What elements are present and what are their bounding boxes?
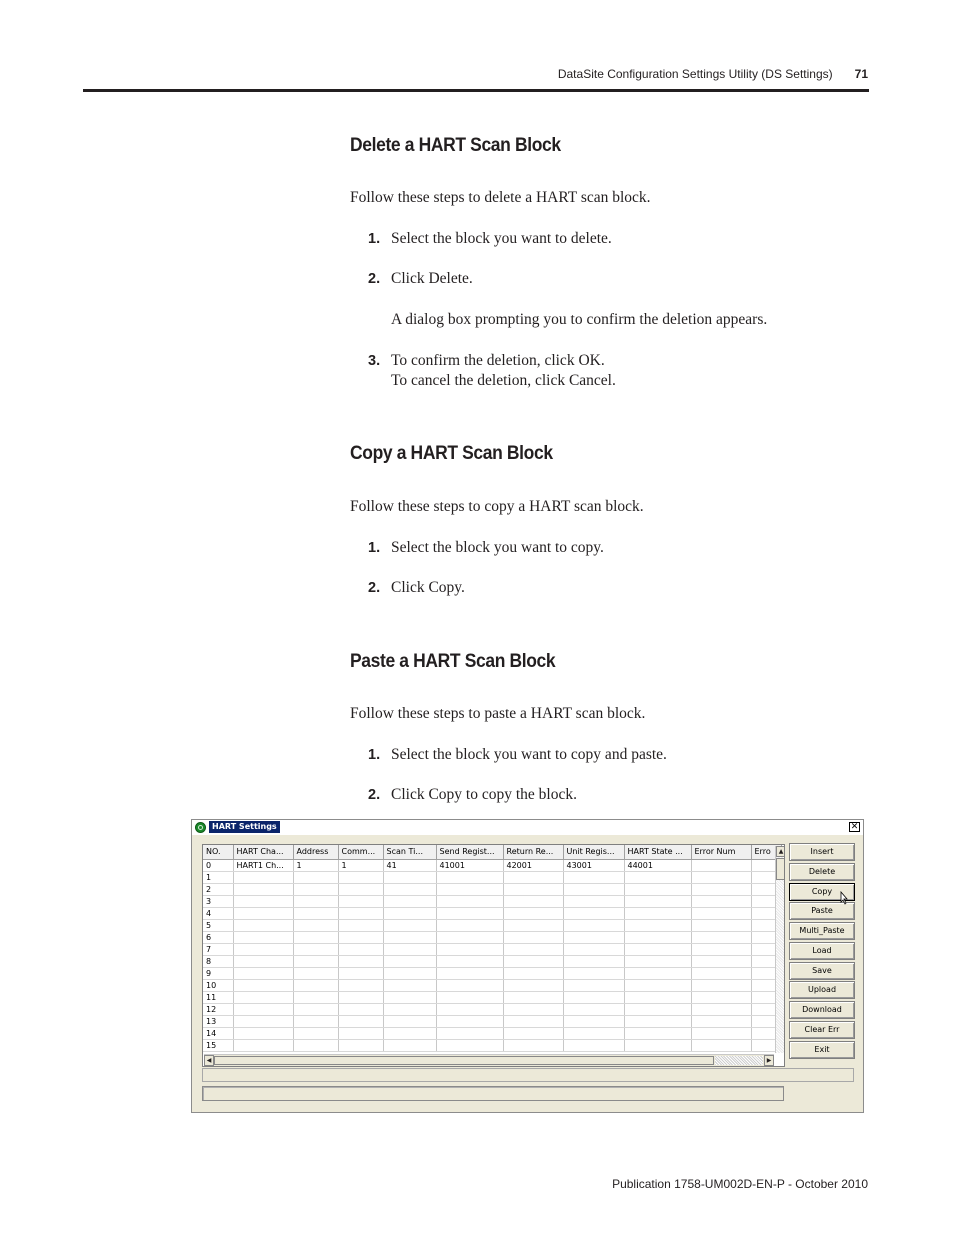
table-cell[interactable] (503, 943, 563, 955)
table-cell[interactable] (338, 979, 383, 991)
table-cell[interactable]: HART1 Ch... (233, 859, 293, 871)
table-cell[interactable] (691, 883, 751, 895)
table-header-row (203, 845, 781, 859)
table-row[interactable] (203, 1039, 781, 1051)
table-cell[interactable]: 4 (203, 907, 233, 919)
copy-heading: Copy a HART Scan Block (350, 443, 553, 464)
publication-footer: Publication 1758-UM002D-EN-P - October 2010 (612, 1177, 868, 1191)
table-row[interactable] (203, 883, 781, 895)
table-cell[interactable]: 1 (203, 871, 233, 883)
table-cell[interactable] (436, 883, 503, 895)
table-cell[interactable]: 9 (203, 967, 233, 979)
table-cell[interactable] (436, 895, 503, 907)
table-cell[interactable]: 11 (203, 991, 233, 1003)
table-cell[interactable] (293, 1039, 338, 1051)
clear-err-button[interactable]: Clear Err (789, 1021, 855, 1039)
table-cell[interactable] (436, 1015, 503, 1027)
table-cell[interactable] (338, 1039, 383, 1051)
table-cell[interactable] (503, 883, 563, 895)
table-cell[interactable] (691, 1027, 751, 1039)
status-field (202, 1068, 854, 1082)
column-header[interactable]: HART State ... (624, 845, 691, 859)
table-cell[interactable]: 15 (203, 1039, 233, 1051)
table-row[interactable] (203, 991, 781, 1003)
table-cell[interactable] (624, 943, 691, 955)
table-cell[interactable] (503, 895, 563, 907)
table-cell[interactable] (383, 1015, 436, 1027)
step-text: Click Copy to copy the block. (391, 786, 577, 803)
table-row[interactable] (203, 979, 781, 991)
table-cell[interactable]: 8 (203, 955, 233, 967)
scroll-up-icon[interactable]: ▲ (776, 846, 785, 857)
table-cell[interactable] (383, 1027, 436, 1039)
table-cell[interactable]: 43001 (563, 859, 624, 871)
table-cell[interactable] (436, 907, 503, 919)
table-cell[interactable] (233, 895, 293, 907)
multi-paste-button[interactable]: Multi_Paste (789, 922, 855, 940)
column-header[interactable]: Address (293, 845, 338, 859)
table-cell[interactable] (293, 991, 338, 1003)
app-icon (195, 822, 206, 833)
table-cell[interactable] (563, 955, 624, 967)
step-number: 2. (368, 271, 381, 287)
table-row[interactable] (203, 907, 781, 919)
paste-heading: Paste a HART Scan Block (350, 651, 556, 672)
table-cell[interactable] (293, 943, 338, 955)
step-number: 2. (368, 580, 381, 596)
table-cell[interactable] (563, 967, 624, 979)
table-cell[interactable] (503, 1003, 563, 1015)
table-cell[interactable] (624, 895, 691, 907)
table-cell[interactable] (233, 955, 293, 967)
column-header[interactable]: Scan Ti... (383, 845, 436, 859)
table-row[interactable] (203, 859, 781, 871)
table-cell[interactable] (338, 1003, 383, 1015)
step-number: 2. (368, 787, 381, 803)
table-cell[interactable] (691, 943, 751, 955)
table-cell[interactable] (293, 979, 338, 991)
table-cell[interactable] (233, 919, 293, 931)
column-header[interactable]: Return Re... (503, 845, 563, 859)
table-cell[interactable] (691, 955, 751, 967)
table-cell[interactable] (563, 991, 624, 1003)
insert-button[interactable]: Insert (789, 843, 855, 861)
table-cell[interactable] (624, 919, 691, 931)
table-cell[interactable]: 6 (203, 931, 233, 943)
table-cell[interactable] (338, 919, 383, 931)
table-row[interactable] (203, 1015, 781, 1027)
table-cell[interactable] (503, 991, 563, 1003)
delete-button[interactable]: Delete (789, 863, 855, 881)
table-cell[interactable] (563, 943, 624, 955)
step-text-continued: To cancel the deletion, click Cancel. (391, 372, 616, 389)
table-cell[interactable]: 13 (203, 1015, 233, 1027)
table-cell[interactable] (503, 1027, 563, 1039)
table-cell[interactable] (383, 1003, 436, 1015)
table-cell[interactable] (691, 1039, 751, 1051)
table-row[interactable] (203, 871, 781, 883)
table-cell[interactable] (691, 1003, 751, 1015)
table-cell[interactable] (691, 1015, 751, 1027)
copy-button[interactable]: Copy (789, 883, 855, 901)
table-cell[interactable] (503, 931, 563, 943)
table-cell[interactable]: 0 (203, 859, 233, 871)
table-cell[interactable] (624, 1027, 691, 1039)
table-cell[interactable] (383, 967, 436, 979)
table-cell[interactable]: 1 (338, 859, 383, 871)
table-cell[interactable] (503, 907, 563, 919)
table-cell[interactable] (383, 895, 436, 907)
table-cell[interactable] (691, 895, 751, 907)
window-title: HART Settings (209, 821, 280, 833)
table-cell[interactable]: 7 (203, 943, 233, 955)
table-cell[interactable] (233, 1015, 293, 1027)
scroll-thumb[interactable] (776, 858, 785, 880)
table-cell[interactable] (624, 871, 691, 883)
column-header[interactable]: Erro (751, 845, 781, 859)
close-icon[interactable]: ✕ (850, 822, 859, 832)
table-cell[interactable] (624, 883, 691, 895)
table-cell[interactable]: 5 (203, 919, 233, 931)
table-cell[interactable] (338, 931, 383, 943)
table-cell[interactable] (293, 1027, 338, 1039)
table-row[interactable] (203, 1027, 781, 1039)
table-cell[interactable] (383, 943, 436, 955)
table-cell[interactable] (338, 895, 383, 907)
table-cell[interactable] (383, 955, 436, 967)
delete-note: A dialog box prompting you to confirm the deletion appears. (391, 311, 768, 328)
column-header[interactable]: Send Regist... (436, 845, 503, 859)
table-cell[interactable] (563, 1003, 624, 1015)
table-row[interactable] (203, 895, 781, 907)
progress-bar (202, 1086, 784, 1101)
table-cell[interactable] (293, 931, 338, 943)
table-cell[interactable] (624, 1039, 691, 1051)
table-cell[interactable]: 12 (203, 1003, 233, 1015)
table-cell[interactable] (563, 919, 624, 931)
hart-settings-window (191, 819, 864, 1113)
table-row[interactable] (203, 955, 781, 967)
table-cell[interactable] (233, 1027, 293, 1039)
table-cell[interactable] (233, 979, 293, 991)
table-cell[interactable]: 44001 (624, 859, 691, 871)
upload-button[interactable]: Upload (789, 981, 855, 999)
table-cell[interactable] (503, 1039, 563, 1051)
table-cell[interactable] (503, 979, 563, 991)
table-cell[interactable] (624, 967, 691, 979)
table-row[interactable] (203, 943, 781, 955)
step-number: 1. (368, 540, 381, 556)
scroll-left-icon[interactable]: ◀ (204, 1055, 214, 1066)
table-cell[interactable] (563, 883, 624, 895)
table-cell[interactable] (691, 991, 751, 1003)
running-title: DataSite Configuration Settings Utility (DS Settings) (557, 67, 833, 81)
table-cell[interactable] (436, 919, 503, 931)
table-cell[interactable] (338, 991, 383, 1003)
table-cell[interactable]: 14 (203, 1027, 233, 1039)
table-cell[interactable] (293, 1015, 338, 1027)
table-cell[interactable] (233, 871, 293, 883)
window-titlebar (192, 820, 863, 835)
table-cell[interactable] (436, 931, 503, 943)
download-button[interactable]: Download (789, 1001, 855, 1019)
table-cell[interactable] (503, 871, 563, 883)
column-header[interactable]: Comm... (338, 845, 383, 859)
table-cell[interactable] (503, 967, 563, 979)
table-cell[interactable] (503, 955, 563, 967)
table-row[interactable] (203, 919, 781, 931)
column-header[interactable]: Error Num (691, 845, 751, 859)
table-cell[interactable] (691, 871, 751, 883)
table-cell[interactable] (503, 919, 563, 931)
table-cell[interactable] (338, 967, 383, 979)
step-text: Select the block you want to delete. (391, 230, 612, 247)
table-cell[interactable] (691, 967, 751, 979)
table-cell[interactable] (233, 883, 293, 895)
table-cell[interactable] (563, 1027, 624, 1039)
table-row[interactable] (203, 931, 781, 943)
table-cell[interactable] (691, 931, 751, 943)
table-cell[interactable]: 2 (203, 883, 233, 895)
table-row[interactable] (203, 967, 781, 979)
table-cell[interactable]: 3 (203, 895, 233, 907)
page-number: 71 (854, 67, 868, 81)
table-cell[interactable] (563, 1039, 624, 1051)
step-text: Select the block you want to copy. (391, 539, 604, 556)
table-cell[interactable] (383, 907, 436, 919)
table-cell[interactable] (338, 1015, 383, 1027)
table-cell[interactable] (624, 931, 691, 943)
table-cell[interactable] (338, 1027, 383, 1039)
table-cell[interactable] (563, 871, 624, 883)
table-cell[interactable] (383, 1039, 436, 1051)
table-cell[interactable] (233, 967, 293, 979)
table-cell[interactable] (563, 895, 624, 907)
table-cell[interactable] (293, 967, 338, 979)
table-row[interactable] (203, 1003, 781, 1015)
scroll-right-icon[interactable]: ▶ (764, 1055, 774, 1066)
table-cell[interactable] (293, 871, 338, 883)
table-cell[interactable] (436, 1027, 503, 1039)
copy-intro: Follow these steps to copy a HART scan block. (350, 498, 644, 515)
step-text: Click Delete. (391, 270, 473, 287)
step-number: 3. (368, 353, 381, 369)
step-text: Click Copy. (391, 579, 465, 596)
table-cell[interactable] (233, 931, 293, 943)
vertical-scrollbar[interactable] (775, 846, 785, 1053)
table-cell[interactable] (563, 907, 624, 919)
table-cell[interactable] (436, 1003, 503, 1015)
table-cell[interactable] (691, 919, 751, 931)
table-cell[interactable]: 42001 (503, 859, 563, 871)
scroll-area (715, 1056, 763, 1065)
table-cell[interactable] (383, 883, 436, 895)
table-cell[interactable] (233, 943, 293, 955)
table-cell[interactable] (436, 1039, 503, 1051)
table-cell[interactable]: 10 (203, 979, 233, 991)
load-button[interactable]: Load (789, 942, 855, 960)
hart-table (203, 845, 782, 1052)
header-rule (83, 89, 869, 92)
table-cell[interactable] (436, 943, 503, 955)
delete-heading: Delete a HART Scan Block (350, 135, 561, 156)
table-cell[interactable] (293, 907, 338, 919)
column-header[interactable]: HART Cha... (233, 845, 293, 859)
table-cell[interactable] (338, 955, 383, 967)
table-cell[interactable] (436, 955, 503, 967)
column-header[interactable]: NO. (203, 845, 233, 859)
exit-button[interactable]: Exit (789, 1041, 855, 1059)
table-cell[interactable] (233, 1003, 293, 1015)
table-cell[interactable] (563, 1015, 624, 1027)
table-cell[interactable] (338, 871, 383, 883)
table-cell[interactable] (624, 955, 691, 967)
table-cell[interactable] (293, 883, 338, 895)
step-number: 1. (368, 747, 381, 763)
paste-button[interactable]: Paste (789, 902, 855, 920)
table-cell[interactable] (383, 979, 436, 991)
running-header (558, 66, 868, 82)
table-cell[interactable] (624, 979, 691, 991)
column-header[interactable]: Unit Regis... (563, 845, 624, 859)
table-cell[interactable] (293, 919, 338, 931)
step-text: To confirm the deletion, click OK. (391, 352, 605, 369)
table-cell[interactable] (436, 871, 503, 883)
button-column (789, 843, 855, 1060)
table-cell[interactable]: 41 (383, 859, 436, 871)
table-cell[interactable] (383, 991, 436, 1003)
horizontal-scrollbar[interactable] (204, 1054, 774, 1066)
table-cell[interactable] (624, 991, 691, 1003)
table-cell[interactable] (233, 907, 293, 919)
table-cell[interactable] (383, 871, 436, 883)
table-cell[interactable] (338, 883, 383, 895)
table-cell[interactable] (233, 1039, 293, 1051)
table-cell[interactable] (233, 991, 293, 1003)
table-cell[interactable] (293, 1003, 338, 1015)
scroll-track[interactable] (214, 1056, 714, 1065)
table-cell[interactable] (383, 919, 436, 931)
table-cell[interactable] (293, 895, 338, 907)
save-button[interactable]: Save (789, 962, 855, 980)
table-cell[interactable] (383, 931, 436, 943)
table-cell[interactable] (436, 967, 503, 979)
table-cell[interactable]: 1 (293, 859, 338, 871)
table-cell[interactable] (436, 991, 503, 1003)
hart-grid[interactable] (202, 844, 785, 1067)
table-cell[interactable] (338, 943, 383, 955)
step-number: 1. (368, 231, 381, 247)
table-cell[interactable]: 41001 (436, 859, 503, 871)
table-cell[interactable] (691, 907, 751, 919)
delete-intro: Follow these steps to delete a HART scan block. (350, 189, 651, 206)
table-cell[interactable] (338, 907, 383, 919)
table-cell[interactable] (563, 979, 624, 991)
paste-intro: Follow these steps to paste a HART scan block. (350, 705, 646, 722)
table-cell[interactable] (691, 859, 751, 871)
table-cell[interactable] (624, 907, 691, 919)
step-text: Select the block you want to copy and paste. (391, 746, 667, 763)
table-cell[interactable] (624, 1003, 691, 1015)
mouse-cursor-icon (840, 891, 848, 905)
table-cell[interactable] (624, 1015, 691, 1027)
table-cell[interactable] (563, 931, 624, 943)
table-cell[interactable] (293, 955, 338, 967)
table-cell[interactable] (503, 1015, 563, 1027)
table-cell[interactable] (436, 979, 503, 991)
table-cell[interactable] (691, 979, 751, 991)
